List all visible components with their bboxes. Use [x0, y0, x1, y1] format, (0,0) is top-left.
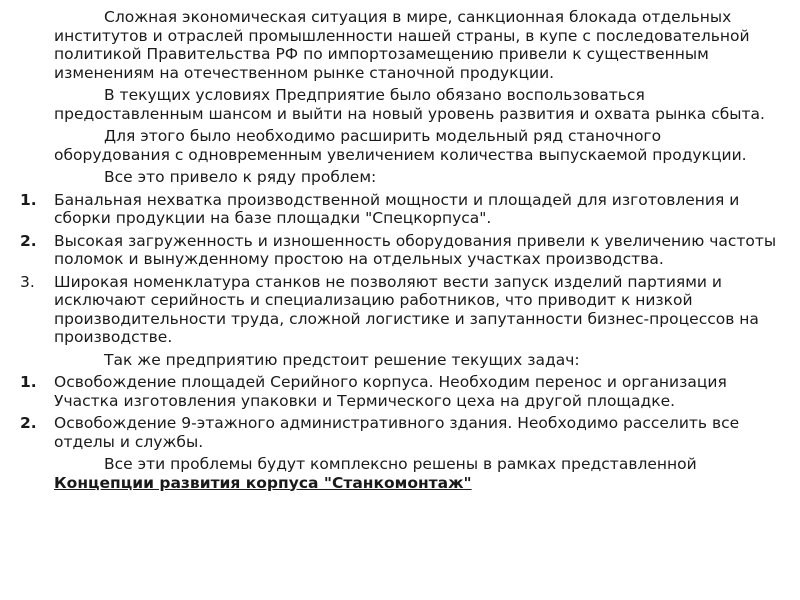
problem-item-1 [10, 191, 780, 228]
problem-text: Высокая загруженность и изношенность оборудования привели к увеличению частоты поломок и вынужденному простою на отдельных участках производства. [54, 231, 777, 268]
task-text: Освобождение площадей Серийного корпуса. Необходим перенос и организация Участка изготовления упаковки и Термического цеха на другой площадке. [54, 373, 727, 410]
problem-item-2 [10, 232, 780, 269]
problem-number: 1. [20, 190, 37, 209]
task-item-1 [10, 373, 780, 410]
closing-paragraph [10, 455, 780, 492]
opportunity-paragraph: В текущих условиях Предприятие было обязано воспользоваться предоставленным шансом и выйти на новый уровень развития и охвата рынка сбыта. [54, 86, 765, 123]
intro-paragraph: Сложная экономическая ситуация в мире, санкционная блокада отдельных институтов и отраслей промышленности нашей страны, в купе с последовательной политикой Правительства РФ по импортозамещению привели к существенным изменениям на отечественном рынке станочной продукции. [54, 8, 750, 82]
problem-text: Банальная нехватка производственной мощности и площадей для изготовления и сборки продукции на базе площадки "Спецкорпуса". [54, 190, 740, 227]
expansion-paragraph: Для этого было необходимо расширить модельный ряд станочного оборудования с одновременным увеличением количества выпускаемой продукции. [54, 127, 747, 164]
task-number: 2. [20, 414, 37, 432]
closing-text: Все эти проблемы будут комплексно решены в рамках представленной [104, 455, 697, 473]
problem-item-3 [10, 273, 780, 347]
problems-heading: Все это привело к ряду проблем: [104, 168, 377, 186]
task-item-2 [10, 414, 780, 451]
problem-text: Широкая номенклатура станков не позволяют вести запуск изделий партиями и исключают серийность и специализацию работников, что приводит к низкой производительности труда, сложной логистике и запутанности бизнес-процессов на производстве. [54, 272, 759, 346]
task-text: Освобождение 9-этажного административного здания. Необходимо расселить все отделы и службы. [54, 414, 740, 451]
problem-number: 2. [20, 231, 37, 250]
tasks-heading: Так же предприятию предстоит решение текущих задач: [104, 350, 580, 369]
concept-title: Концепции развития корпуса "Станкомонтаж" [54, 473, 472, 492]
problem-number: 3. [20, 272, 35, 291]
task-number: 1. [20, 373, 37, 391]
